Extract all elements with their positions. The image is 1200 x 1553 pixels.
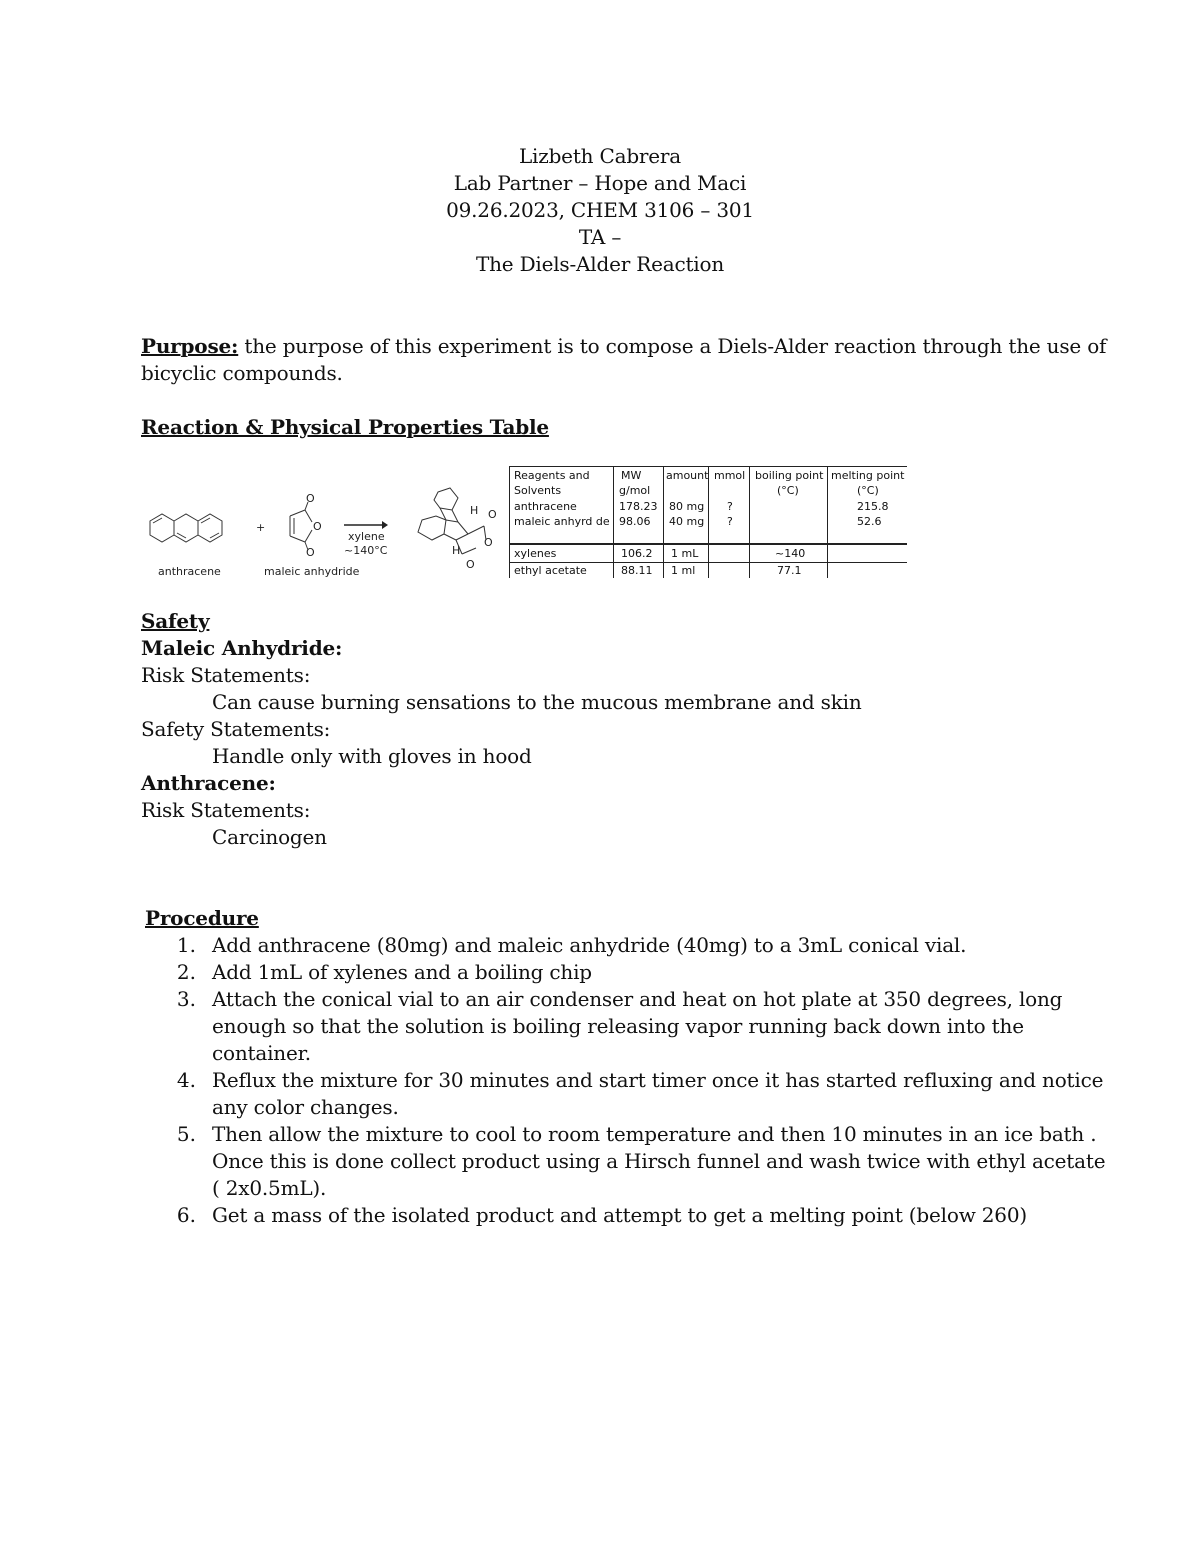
anthracene-safety-label: Anthracene: xyxy=(141,771,276,795)
physical-properties-table xyxy=(509,466,907,578)
step-text: enough so that the solution is boiling releasing vapor running back down into the xyxy=(212,1014,1024,1038)
step-text: Get a mass of the isolated product and attempt to get a melting point (below 260) xyxy=(212,1203,1027,1227)
col-header-mmol: mmol xyxy=(714,469,746,482)
col-header-amount: amount xyxy=(666,469,709,482)
table-col-border xyxy=(663,466,664,578)
maleic-risk-statement: Can cause burning sensations to the mucous membrane and skin xyxy=(212,690,862,714)
col-header-bp: boiling point xyxy=(755,469,824,482)
lab-partners: Lab Partner – Hope and Maci xyxy=(453,171,747,195)
anthracene-risk-label: Risk Statements: xyxy=(141,798,311,822)
row-maleic-name: maleic anhyrd de xyxy=(514,515,610,528)
col-header-bp-unit: (°C) xyxy=(777,484,799,497)
step-text: Add anthracene (80mg) and maleic anhydride (40mg) to a 3mL conical vial. xyxy=(212,933,967,957)
row-ethyl-acetate-bp: 77.1 xyxy=(777,564,802,577)
row-ethyl-acetate-mw: 88.11 xyxy=(621,564,653,577)
step-text: Attach the conical vial to an air condenser and heat on hot plate at 350 degrees, long xyxy=(212,987,1063,1011)
step-text: Reflux the mixture for 30 minutes and start timer once it has started refluxing and notice xyxy=(212,1068,1104,1092)
maleic-oxygen-ring: O xyxy=(313,520,322,533)
step-text: container. xyxy=(212,1041,311,1065)
product-oxygen-top: O xyxy=(488,508,497,521)
row-ethyl-acetate-name: ethyl acetate xyxy=(514,564,587,577)
row-anthracene-mw: 178.23 xyxy=(619,500,658,513)
step-text: Add 1mL of xylenes and a boiling chip xyxy=(212,960,592,984)
row-xylenes-name: xylenes xyxy=(514,547,557,560)
col-header-mp-unit: (°C) xyxy=(857,484,879,497)
author-name: Lizbeth Cabrera xyxy=(518,144,682,168)
step-number: 2. xyxy=(176,960,196,984)
row-maleic-mw: 98.06 xyxy=(619,515,651,528)
purpose-paragraph xyxy=(141,333,1106,360)
safety-heading: Safety xyxy=(141,609,210,633)
purpose-label: Purpose: xyxy=(141,334,239,358)
reaction-arrow xyxy=(344,521,388,529)
teaching-assistant: TA – xyxy=(578,225,622,249)
row-ethyl-acetate-amount: 1 ml xyxy=(671,564,696,577)
product-hydrogen-top: H xyxy=(470,504,479,517)
col-header-mw: MW xyxy=(621,469,642,482)
step-text: Once this is done collect product using a Hirsch funnel and wash twice with ethyl acetate xyxy=(212,1149,1106,1173)
product-oxygen-ring: O xyxy=(484,536,493,549)
col-header-mp: melting point xyxy=(831,469,905,482)
purpose-text-line2: bicyclic compounds. xyxy=(141,361,343,385)
maleic-oxygen-bottom: O xyxy=(306,546,315,559)
step-number: 4. xyxy=(176,1068,196,1092)
table-col-border xyxy=(509,466,510,578)
table-col-border xyxy=(749,466,750,578)
conditions-solvent: xylene xyxy=(348,530,385,543)
row-anthracene-mp: 215.8 xyxy=(857,500,889,513)
col-header-reagents: Reagents and xyxy=(514,469,590,482)
table-col-border xyxy=(827,466,828,578)
table-col-border xyxy=(613,466,614,578)
row-maleic-mmol: ? xyxy=(727,515,733,528)
maleic-safety-label: Safety Statements: xyxy=(141,717,331,741)
col-header-mw-unit: g/mol xyxy=(619,484,651,497)
step-number: 5. xyxy=(176,1122,196,1146)
reaction-scheme xyxy=(140,478,510,583)
maleic-safety-statement: Handle only with gloves in hood xyxy=(212,744,532,768)
step-number: 3. xyxy=(176,987,196,1011)
product-hydrogen-bottom: H xyxy=(452,544,461,557)
step-text: ( 2x0.5mL). xyxy=(212,1176,327,1200)
reaction-table-heading: Reaction & Physical Properties Table xyxy=(141,415,549,439)
conditions-temperature: ~140°C xyxy=(344,544,388,557)
step-text: Then allow the mixture to cool to room temperature and then 10 minutes in an ice bath . xyxy=(212,1122,1097,1146)
anthracene-structure xyxy=(150,514,222,542)
purpose-text-line1: the purpose of this experiment is to compose a Diels-Alder reaction through the use of xyxy=(238,334,1107,358)
maleic-anhydride-structure xyxy=(290,502,312,550)
row-anthracene-amount: 80 mg xyxy=(669,500,705,513)
row-xylenes-amount: 1 mL xyxy=(671,547,699,560)
step-number: 6. xyxy=(176,1203,196,1227)
row-xylenes-bp: ~140 xyxy=(775,547,806,560)
procedure-heading: Procedure xyxy=(145,906,259,930)
row-anthracene-name: anthracene xyxy=(514,500,577,513)
row-maleic-mp: 52.6 xyxy=(857,515,882,528)
row-xylenes-mw: 106.2 xyxy=(621,547,653,560)
date-course: 09.26.2023, CHEM 3106 – 301 xyxy=(446,198,754,222)
row-maleic-amount: 40 mg xyxy=(669,515,705,528)
col-header-solvents: Solvents xyxy=(514,484,562,497)
anthracene-label: anthracene xyxy=(158,565,221,578)
product-oxygen-bottom: O xyxy=(466,558,475,571)
step-number: 1. xyxy=(176,933,196,957)
maleic-anhydride-label: Maleic Anhydride: xyxy=(141,636,343,660)
document-title: The Diels-Alder Reaction xyxy=(475,252,725,276)
maleic-risk-label: Risk Statements: xyxy=(141,663,311,687)
maleic-anhydride-label: maleic anhydride xyxy=(264,565,360,578)
anthracene-risk-statement: Carcinogen xyxy=(212,825,327,849)
plus-sign: + xyxy=(256,521,266,534)
step-text: any color changes. xyxy=(212,1095,399,1119)
maleic-oxygen-top: O xyxy=(306,492,315,505)
row-anthracene-mmol: ? xyxy=(727,500,733,513)
